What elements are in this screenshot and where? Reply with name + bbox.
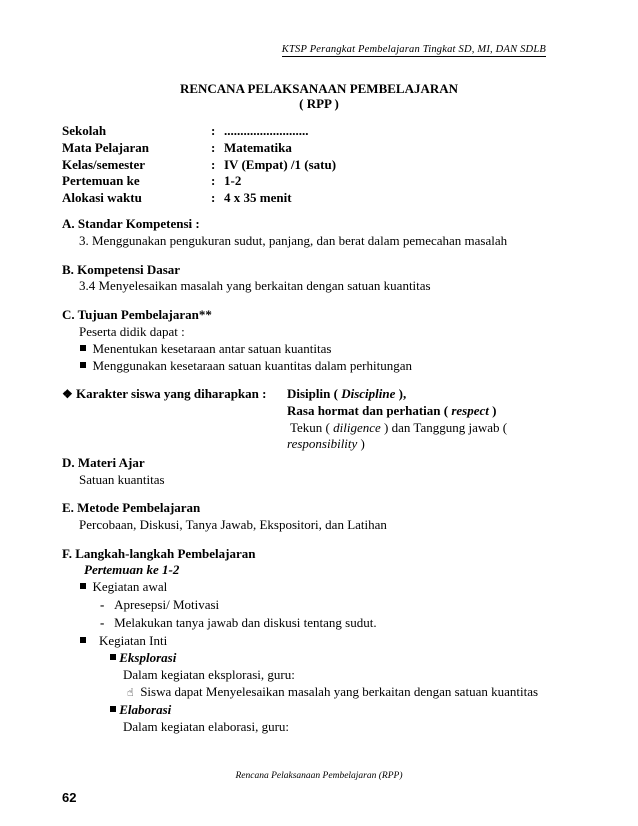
eksplorasi-text: Dalam kegiatan eksplorasi, guru: <box>123 667 295 682</box>
karakter-line-2 <box>287 403 496 419</box>
dash-bullet-icon: - <box>100 597 105 612</box>
section-b-text: 3.4 Menyelesaikan masalah yang berkaitan dengan satuan kuantitas <box>79 278 431 293</box>
section-a-body: . Menggunakan pengukuran sudut, panjang, dan berat dalam pemecahan masalah <box>85 233 508 248</box>
list-item-text: Menentukan kesetaraan antar satuan kuantitas <box>92 341 332 356</box>
kegiatan-awal <box>80 579 167 595</box>
identity-value: 4 x 35 menit <box>224 190 292 205</box>
square-bullet-icon <box>80 362 86 368</box>
section-d-text: Satuan kuantitas <box>79 472 165 487</box>
dash-bullet-icon: - <box>100 615 105 630</box>
karakter-text: Tekun ( <box>290 420 334 435</box>
square-bullet-icon <box>110 654 116 660</box>
doc-title: RENCANA PELAKSANAAN PEMBELAJARAN <box>179 81 459 96</box>
kegiatan-inti-label: Kegiatan Inti <box>99 633 168 648</box>
square-bullet-icon <box>80 345 86 351</box>
identity-value: IV (Empat) /1 (satu) <box>224 157 337 172</box>
square-bullet-icon <box>80 583 86 589</box>
pointing-hand-icon: ☝ <box>127 686 134 699</box>
elaborasi-text: Dalam kegiatan elaborasi, guru: <box>123 719 290 734</box>
section-e-text: Percobaan, Diskusi, Tanya Jawab, Ekspositori, dan Latihan <box>79 517 387 532</box>
list-item-text: Melakukan tanya jawab dan diskusi tentang sudut. <box>114 615 377 630</box>
list-item <box>100 597 219 613</box>
pertemuan-label: Pertemuan ke 1-2 <box>84 562 180 577</box>
identity-label: Pertemuan ke <box>62 173 140 188</box>
karakter-text: ), <box>395 386 407 401</box>
elaborasi-label: Elaborasi <box>119 702 172 717</box>
identity-colon: : <box>211 157 216 172</box>
section-c-intro: Peserta didik dapat : <box>79 324 185 339</box>
karakter-term: responsibility <box>287 436 358 451</box>
running-footer: Rencana Pelaksanaan Pembelajaran (RPP) <box>235 771 403 781</box>
section-a-text <box>79 233 507 249</box>
kegiatan-inti <box>80 633 167 649</box>
identity-label: Sekolah <box>62 123 107 138</box>
section-c-heading: C. Tujuan Pembelajaran** <box>62 307 212 322</box>
list-item <box>100 615 377 631</box>
elaborasi-heading <box>110 702 171 718</box>
identity-value: Matematika <box>224 140 292 155</box>
list-item-text: Siswa dapat Menyelesaikan masalah yang berkaitan dengan satuan kuantitas <box>140 684 539 699</box>
eksplorasi-heading <box>110 650 176 666</box>
list-item-text: Apresepsi/ Motivasi <box>114 597 220 612</box>
karakter-text: ) dan Tanggung jawab ( <box>380 420 508 435</box>
identity-colon: : <box>211 123 216 138</box>
kegiatan-awal-label: Kegiatan awal <box>92 579 168 594</box>
identity-label: Kelas/semester <box>62 157 146 172</box>
running-header: KTSP Perangkat Pembelajaran Tingkat SD, MI, DAN SDLB <box>281 44 546 55</box>
doc-subtitle: ( RPP ) <box>299 96 339 111</box>
karakter-term: respect <box>451 403 489 418</box>
karakter-text: ) <box>488 403 497 418</box>
eksplorasi-label: Eksplorasi <box>119 650 177 665</box>
karakter-text: Rasa hormat dan perhatian ( <box>287 403 452 418</box>
identity-value: 1-2 <box>224 173 242 188</box>
identity-colon: : <box>211 190 216 205</box>
karakter-term: Discipline <box>341 386 396 401</box>
list-item <box>127 684 538 701</box>
karakter-text: ) <box>357 436 365 451</box>
karakter-text: Disiplin ( <box>287 386 342 401</box>
karakter-label: Karakter siswa yang diharapkan : <box>76 386 267 401</box>
section-e-heading: E. Metode Pembelajaran <box>62 500 201 515</box>
karakter-heading <box>62 386 266 402</box>
karakter-line-1 <box>287 386 406 402</box>
karakter-term: diligence <box>333 420 381 435</box>
list-item <box>80 358 412 374</box>
page-number: 62 <box>62 790 77 805</box>
section-a-heading: A. Standar Kompetensi : <box>62 216 200 231</box>
section-b-heading: B. Kompetensi Dasar <box>62 262 181 277</box>
identity-label: Alokasi waktu <box>62 190 142 205</box>
square-bullet-icon <box>80 637 86 643</box>
identity-value: .......................... <box>224 123 309 138</box>
diamond-bullet-icon: ❖ <box>62 387 73 401</box>
identity-colon: : <box>211 140 216 155</box>
list-item-text: Menggunakan kesetaraan satuan kuantitas dalam perhitungan <box>92 358 412 373</box>
karakter-line-4 <box>287 436 365 452</box>
section-f-heading: F. Langkah-langkah Pembelajaran <box>62 546 256 561</box>
square-bullet-icon <box>110 706 116 712</box>
karakter-line-3 <box>290 420 507 436</box>
section-a-number: 3 <box>79 233 86 248</box>
section-d-heading: D. Materi Ajar <box>62 455 145 470</box>
identity-colon: : <box>211 173 216 188</box>
list-item <box>80 341 331 357</box>
identity-label: Mata Pelajaran <box>62 140 150 155</box>
